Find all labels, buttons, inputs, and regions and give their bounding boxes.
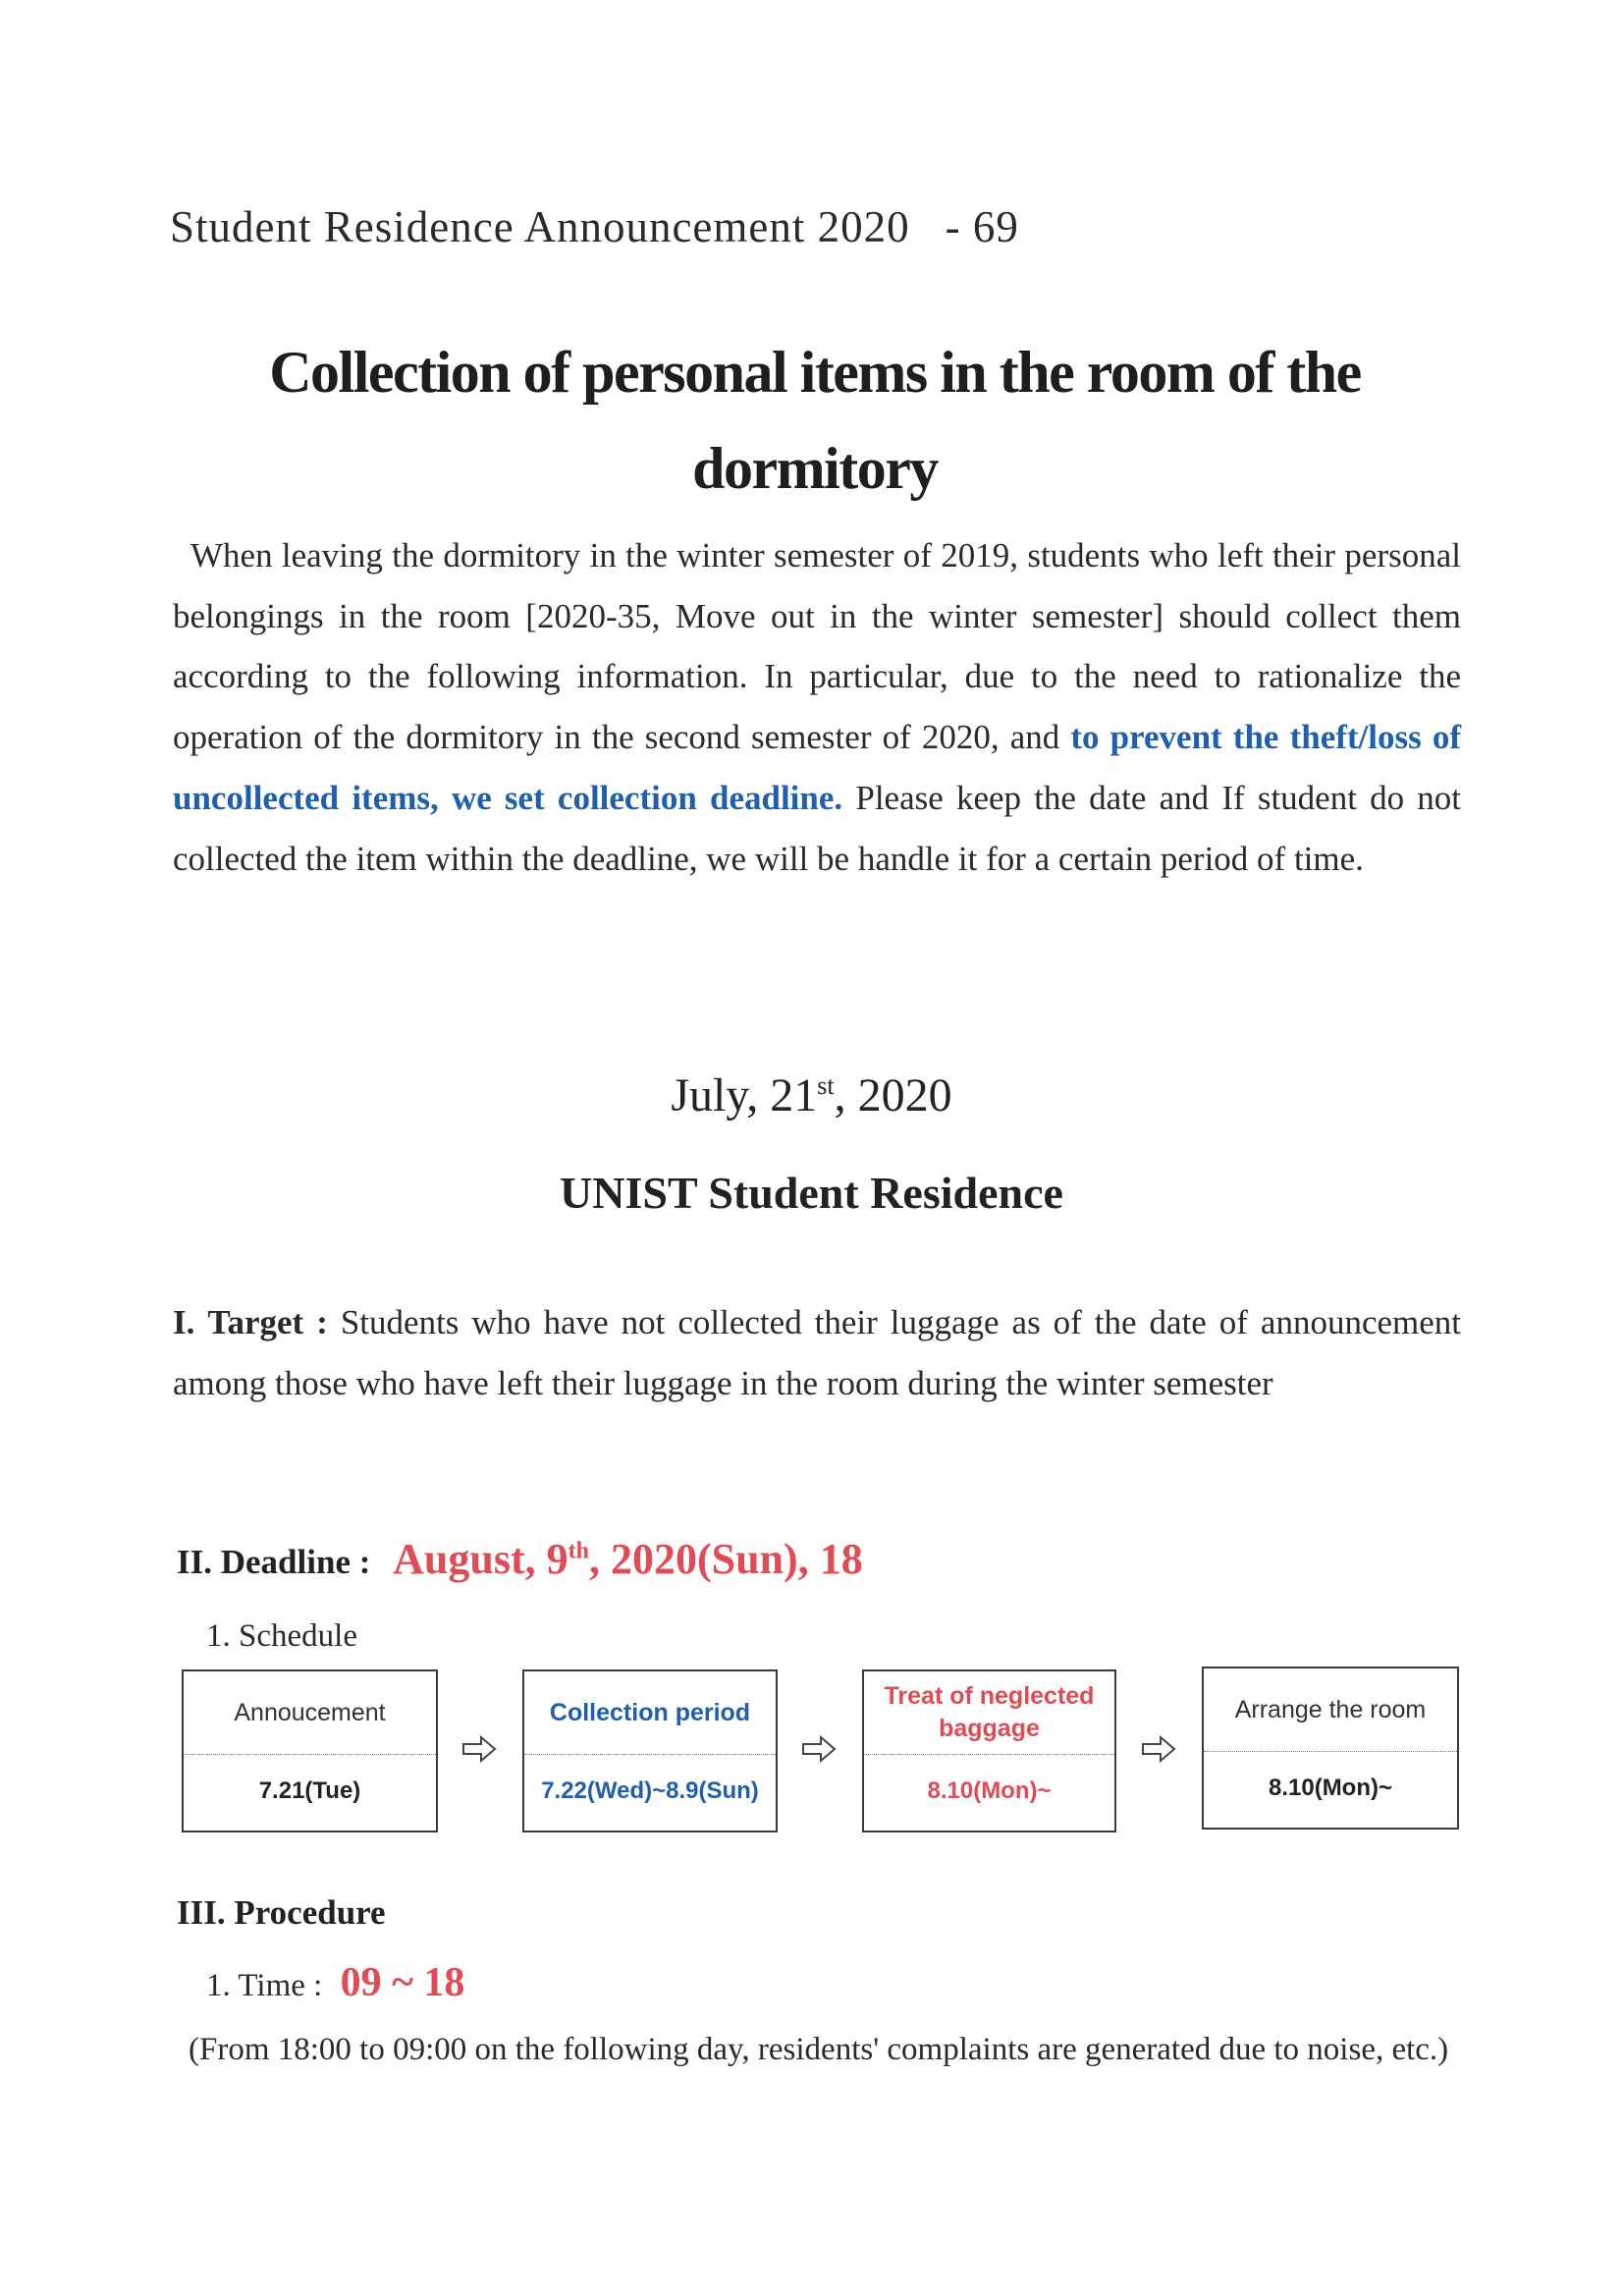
target-text: Students who have not collected their luggage as of the date of announcement among those who have left their luggage in the room during the winter semester [173,1303,1462,1402]
arrow-right-icon [1141,1734,1176,1764]
schedule-label: 1. Schedule [206,1618,357,1654]
schedule-step-arrange-room [1202,1667,1459,1830]
organization-name: UNIST Student Residence [560,1168,1063,1218]
time-value: 09 ~ 18 [340,1960,465,2005]
note-text: (From 18:00 to 09:00 on the following day, residents' complaints are generated due to noise, etc.) [189,2032,1449,2067]
announcement-header [170,201,1019,252]
deadline-separator: : [358,1543,371,1581]
procedure-time [206,1959,464,2006]
announcement-date [0,1068,1623,1122]
date-year: , 2020 [834,1069,952,1121]
deadline-month: August, 9 [393,1535,568,1583]
schedule-step-collection [522,1669,778,1832]
step-date: 7.21(Tue) [258,1777,361,1804]
deadline-rest: , 2020(Sun), 18 [588,1535,863,1583]
date-suffix: st [817,1071,835,1100]
page-title [167,324,1463,517]
target-label: Target [207,1303,304,1341]
date-month: July, 21 [671,1069,818,1121]
intro-highlight: to prevent the theft/loss of uncollected items, we set collection deadline. [173,718,1461,817]
arrow-right-icon [461,1734,497,1764]
deadline-numeral: II. [177,1543,212,1581]
step-title: Treat of neglected baggage [864,1671,1114,1755]
header-number: - 69 [945,202,1019,251]
step-title: Collection period [524,1671,776,1755]
deadline-suffix: th [568,1538,589,1564]
schedule-step-announcement [182,1669,438,1832]
deadline-section [177,1534,863,1584]
schedule-step-neglected-baggage [862,1669,1116,1832]
time-label: 1. Time : [206,1968,323,2003]
target-numeral: I. [173,1303,195,1341]
step-date: 8.10(Mon)~ [927,1777,1052,1804]
procedure-note [173,2021,1461,2078]
step-title: Arrange the room [1204,1668,1457,1752]
step-title: Annoucement [184,1671,436,1755]
deadline-value [393,1535,863,1583]
intro-paragraph [173,525,1461,889]
procedure-label: Procedure [234,1893,386,1932]
title-line-1: Collection of personal items in the room of the [269,340,1361,405]
deadline-label: Deadline [220,1543,351,1581]
header-title: Student Residence Announcement 2020 [170,202,910,251]
intro-text-2: Please keep the date and If student do not collected the item within the deadline, we will be handle it for a certain period of time. [173,778,1462,878]
intro-text-1: When leaving the dormitory in the winter semester of 2019, students who left their personal belongings in the room [2020-35, Move out in the winter semester] should collect them according to the following information. In particular, due to the need to rationalize the operation of the dormitory in the second semester of 2020, and [173,536,1461,757]
title-line-2: dormitory [692,436,938,501]
procedure-heading [177,1893,386,1933]
step-date: 8.10(Mon)~ [1268,1775,1393,1801]
target-separator: : [316,1303,328,1341]
target-section [173,1292,1461,1414]
procedure-numeral: III. [177,1893,226,1932]
step-date: 7.22(Wed)~8.9(Sun) [541,1777,759,1804]
arrow-right-icon [801,1734,837,1764]
